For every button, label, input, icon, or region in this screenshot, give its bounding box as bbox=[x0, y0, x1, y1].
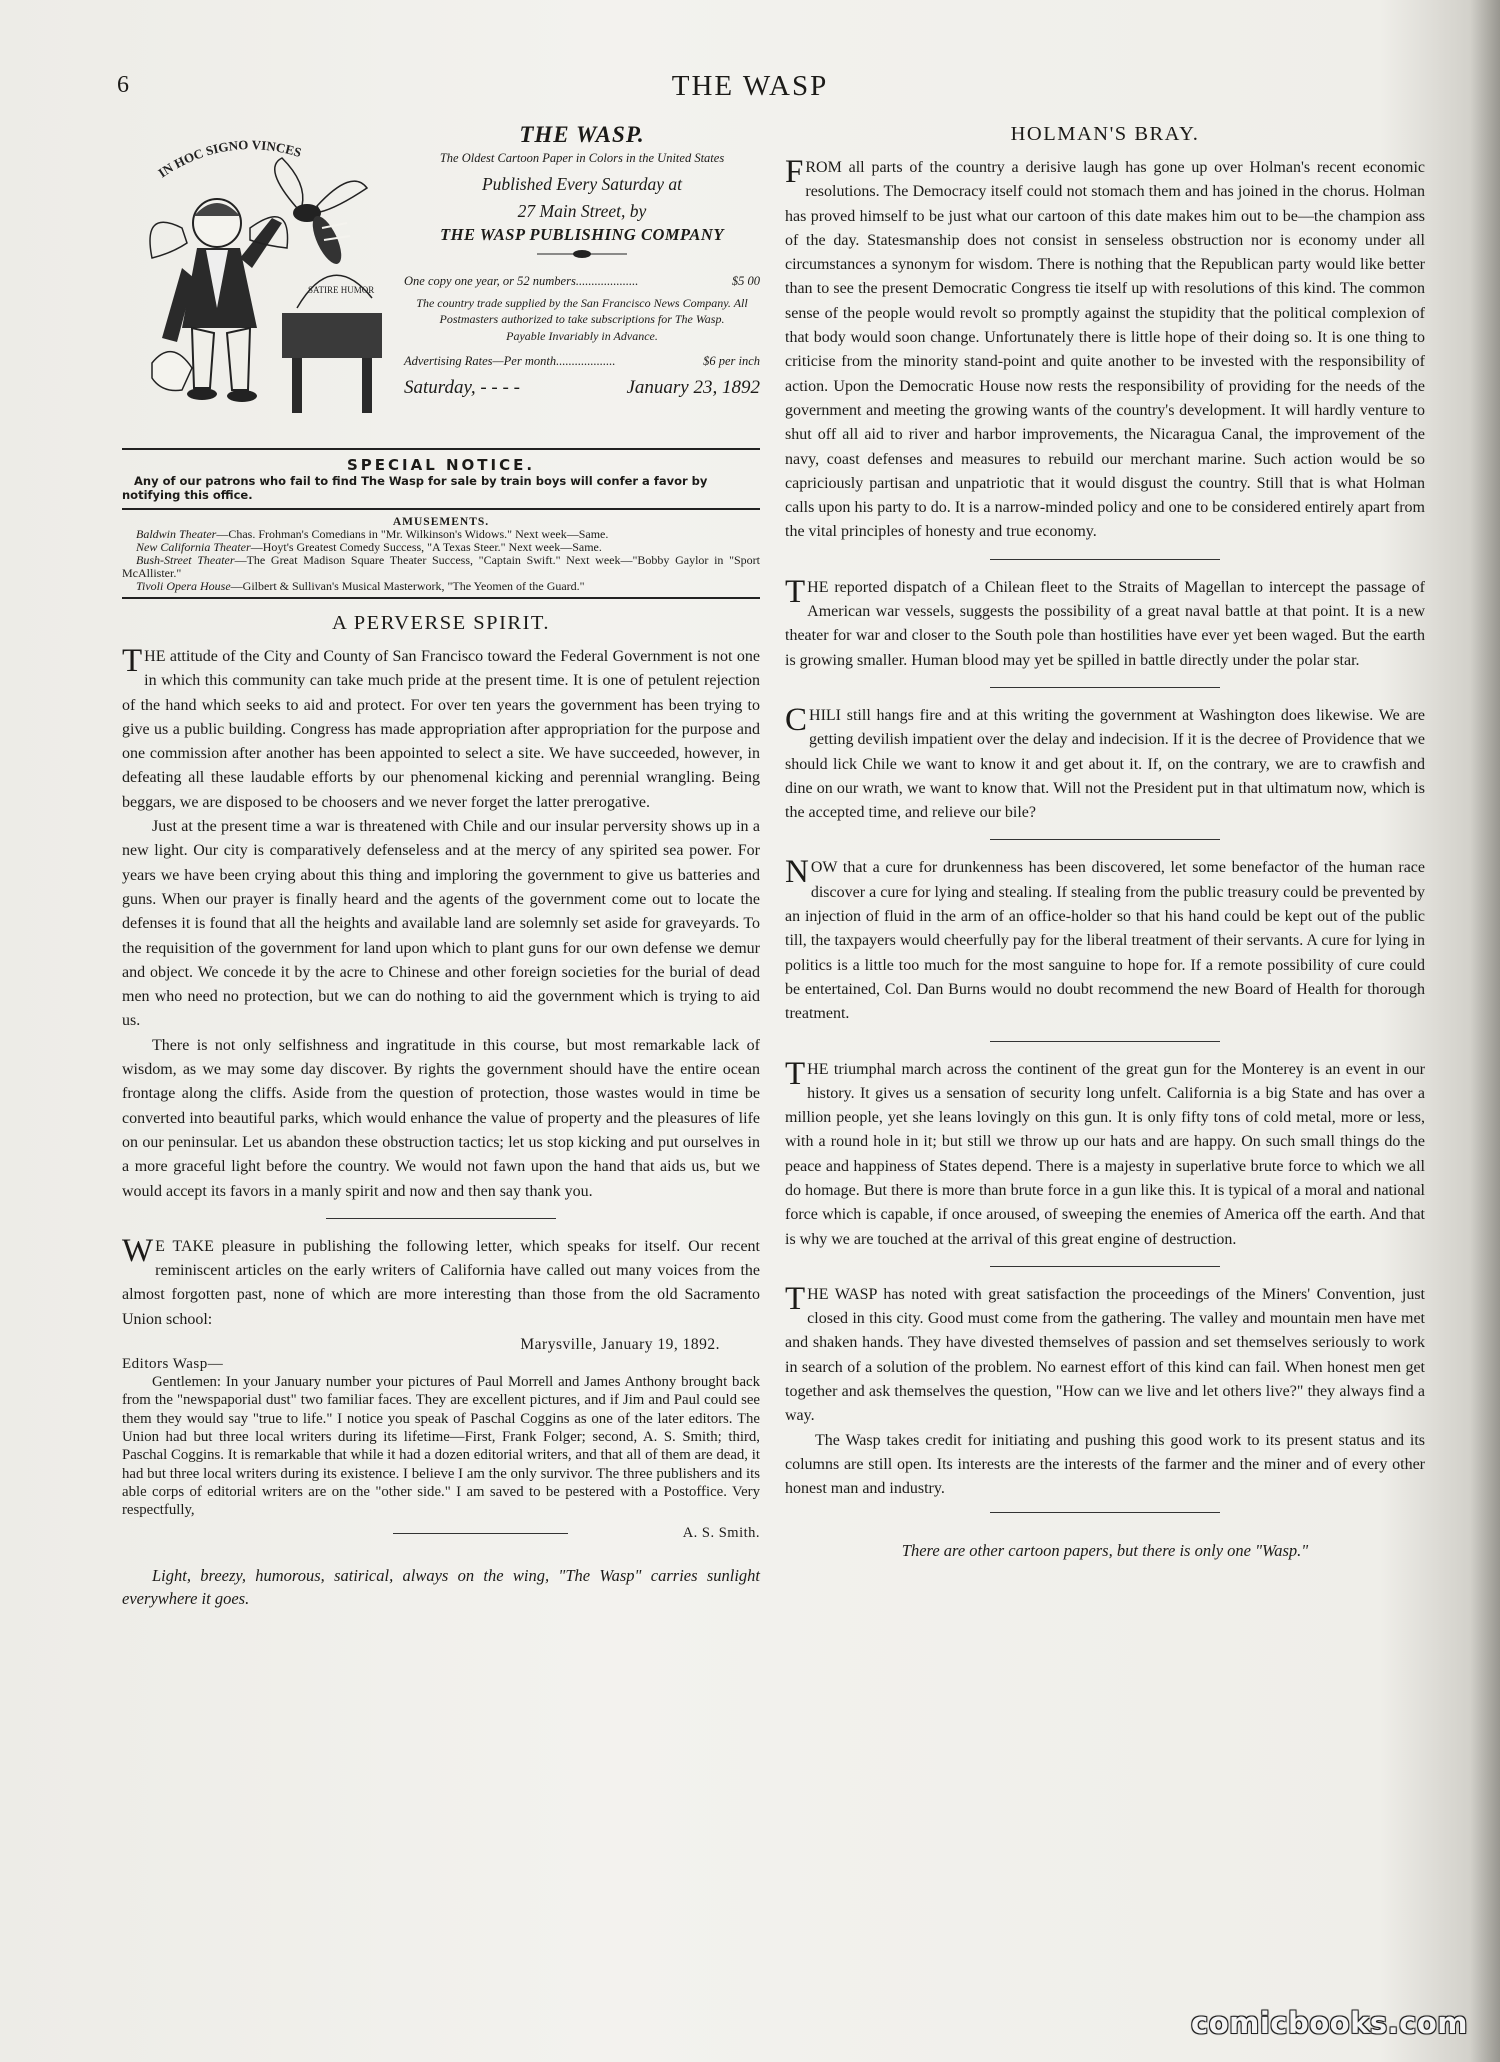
site-watermark: comicbooks.com bbox=[1191, 2006, 1468, 2040]
drop-cap: T bbox=[785, 1280, 806, 1317]
info-publish-line2: 27 Main Street, by bbox=[517, 201, 647, 221]
editorial-item: THE WASP has noted with great satisfaction the proceedings of the Miners' Convention, just closed in this city. Good must come from the gathering. The valley and mountain men have met and shaken hands. They have divested themselves of passion and set themselves seriously to work in search of a solution of the problem. No earnest effort of this kind can fail. When honest men get together and ask themselves the question, "How can we live and let others live?" they always find a way. bbox=[785, 1280, 1425, 1425]
ornament-divider-icon bbox=[537, 249, 627, 259]
amusement-item: Bush-Street Theater—The Great Madison Square Theater Success, "Captain Swift." Next week—"Bobby Gaylor in "Sport McAllister." bbox=[122, 553, 760, 580]
amusements-section bbox=[122, 516, 760, 599]
letter-body: Gentlemen: In your January number your pictures of Paul Morrell and James Anthony brought back from the "newspaporial dust" two familiar faces. They are excellent pictures, and if Jim and Paul could see them they would say "true to life." I notice you speak of Paschal Coggins as one of the later editors. The Union had but three local writers during its lifetime—First, Frank Folger; second, A. S. Smith; third, Paschal Coggins. It is remarkable that while it had a dozen editorial writers, and that all of them are dead, it had but three local writers during its existence. I believe I am the only survivor. The three publishers and its able corps of editorial writers are on the "other side." I am saved to be pestered with a Postoffice. Very respectfully, bbox=[122, 1374, 760, 1519]
divider bbox=[326, 1218, 556, 1219]
info-trade: The country trade supplied by the San Francisco News Company. All Postmasters authorized to take subscriptions for The Wasp. bbox=[416, 296, 748, 326]
article-paragraph: There is not only selfishness and ingratitude in this course, but most remarkable lack of wisdom, as we may some day discover. By rights the government should have the entire ocean frontage along the cliffs. Aside from the question of protection, those wastes would in time be converted into beautiful parks, which would enhance the value of property and the pleasures of life on our peninsular. Let us abandon these obstruction tactics; let us stop kicking and put ourselves in a more graceful light before the country. We would not fawn upon the hand that aids us, but we would accept its favors in a manly spirit and now and then say thank you. bbox=[122, 1036, 760, 1200]
amusements-title: AMUSEMENTS. bbox=[392, 516, 490, 528]
signature-rule bbox=[393, 1533, 568, 1534]
amusement-item: Tivoli Opera House—Gilbert & Sullivan's Musical Masterwork, "The Yeomen of the Guard." bbox=[136, 579, 585, 593]
info-company: THE WASP PUBLISHING COMPANY bbox=[440, 225, 724, 244]
drop-cap: C bbox=[785, 701, 808, 738]
right-tagline: There are other cartoon papers, but there is only one "Wasp." bbox=[901, 1540, 1309, 1560]
page-number: 6 bbox=[117, 72, 129, 98]
adv-label: Advertising Rates—Per month................... bbox=[404, 354, 616, 368]
drop-cap: F bbox=[785, 154, 804, 190]
wasp-credit-paragraph: The Wasp takes credit for initiating and pushing this good work to its present status and its columns are still open. Its interests are the interests of the farmer and the miner and of every other honest man and industry. bbox=[785, 1431, 1425, 1498]
publication-info-text bbox=[404, 120, 760, 399]
advertising-rate bbox=[404, 354, 760, 369]
divider bbox=[990, 687, 1220, 688]
article-title-perverse-spirit: A PERVERSE SPIRIT. bbox=[331, 612, 551, 634]
divider bbox=[990, 1041, 1220, 1042]
editorial-item: CHILI still hangs fire and at this writing the government at Washington does likewise. We are getting devilish impatient over the delay and indecision. If it is the decree of Providence that we should lick Chile we want to know it and get about it. If, on the contrary, we are to crawfish and dine on our wrath, we want to know that. Will not the President put in that ultimatum now, which is the accepted time, and relieve our bile? bbox=[785, 701, 1425, 822]
drop-cap: T bbox=[785, 1055, 806, 1092]
left-column bbox=[122, 120, 760, 1610]
info-title: THE WASP. bbox=[519, 122, 645, 147]
article-paragraph: Just at the present time a war is threatened with Chile and our insular perversity shows up in a new light. Our city is comparatively defenseless and at the mercy of any spirited sea power. For years we have been crying about this thing and imploring the government to give us batteries and guns. When our prayer is finally heard and the agents of the government come out to locate the defenses it is found that all the heights and available land are solemnly set aside for graveyards. To the requisition of the government for land upon which to plant guns for our own defense we demur and object. We concede it by the acre to Chinese and other foreign societies for the burial of dead men who need no protection, but we can do nothing to aid the government which is trying to aid us. bbox=[122, 818, 760, 1030]
emblem-motto: IN HOC SIGNO VINCES bbox=[155, 137, 304, 181]
wasp-emblem-illustration bbox=[122, 128, 400, 428]
letter-intro: W E TAKE pleasure in publishing the following letter, which speaks for itself. Our recent reminiscent articles on the early writers of California have called out many voices from the almost forgotten past, none of which are more interesting than those from the old Sacramento Union school: bbox=[122, 1232, 760, 1328]
left-tagline: Light, breezy, humorous, satirical, always on the wing, "The Wasp" carries sunlight everywhere it goes. bbox=[122, 1566, 760, 1609]
letter-salutation: Editors Wasp— bbox=[122, 1356, 224, 1373]
rate-value: $5 00 bbox=[731, 274, 760, 288]
emblem-banner: SATIRE HUMOR bbox=[308, 285, 375, 295]
divider bbox=[990, 839, 1220, 840]
article-paragraph: THE attitude of the City and County of San Francisco toward the Federal Government is not one in which this community can take much pride at the present time. It is one of petulent rejection of the hand which seeks to aid and protect. For over ten years the government has been trying to give us a public building. Congress has made appropriation after appropriation for the purpose and one commission after another has been appointed to select a site. We have succeeded, however, in defeating all these laudable efforts by our phenomenal kicking and perennial wrangling. Being beggars, we are disposed to be choosers and we never forget the latter prerogative. bbox=[122, 643, 760, 811]
article-paragraph: FROM all parts of the country a derisive laugh has gone up over Holman's recent economic resolutions. The Democracy itself could not stomach them and has joined in the chorus. Holman has proved himself to be just what our cartoon of this date makes him out to be—the champion ass of the day. Statesmanship does not consist in senseless obstruction nor is economy under all circumstances a synonym for wisdom. There is nothing that the Republican party would like better than to see the present Democratic Congress tie itself up with resolutions of this kind. The common sense of the people would revolt so promptly against the stupidity that the political complexion of that body would soon change. Unfortunately there is little hope of their doing so. It is one thing to criticise from the minority stand-point and quite another to be invested with the responsibility of action. Upon the Democratic House now rests the responsibility of providing for the needs of the government and meeting the growing wants of the country's development. It will hardly venture to shut off all aid to river and harbor improvements, the Nicaragua Canal, the improvement of the navy, coast defenses and measures to rebuild our merchant marine. Such action would be so capriciously partisan and unpatriotic that it would disgust the country. Still that is what Holman calls upon his party to do. It is a narrow-minded policy and one to be considered entirely apart from the vital principles of honesty and true economy. bbox=[785, 154, 1425, 541]
letter-signature: A. S. Smith. bbox=[682, 1525, 760, 1542]
editorial-item: THE triumphal march across the continent of the great gun for the Monterey is an event in our history. It gives us a sensation of security long unfelt. California is a big State and has over a million people, yet she leans lovingly on this gun. It is only fifty tons of cold metal, more or less, with a round hole in it; but still we throw up our hats and are happy. On such small things do the peace and happiness of States depend. There is a majesty in superlative brute force to which we all do homage. But there is more than brute force in a gun like this. It is typical of a moral and national force which is capable, if once aroused, of sweeping the enemies of America off the earth. And that is why we are touched at the arrival of this great engine of destruction. bbox=[785, 1055, 1425, 1248]
article-title-holmans-bray: HOLMAN'S BRAY. bbox=[1010, 123, 1200, 145]
divider bbox=[990, 559, 1220, 560]
editorial-item: THE reported dispatch of a Chilean fleet to the Straits of Magellan to intercept the passage of American war vessels, suggests the possibility of a great naval battle at that point. It is a new theater for war and closer to the South pole than hostilities have ever yet been waged. But the earth is growing smaller. Human blood may yet be spilled in battle directly under the polar star. bbox=[785, 573, 1425, 669]
rate-label: One copy one year, or 52 numbers.................... bbox=[404, 274, 639, 288]
drop-cap: T bbox=[785, 573, 806, 610]
info-subtitle: The Oldest Cartoon Paper in Colors in the United States bbox=[439, 151, 725, 165]
masthead: THE WASP bbox=[671, 70, 829, 102]
date-left: Saturday, - - - - bbox=[404, 377, 520, 398]
date-right: January 23, 1892 bbox=[626, 377, 760, 398]
letter-signature-row bbox=[122, 1525, 760, 1542]
drop-cap: W bbox=[122, 1232, 154, 1269]
info-payable: Payable Invariably in Advance. bbox=[506, 329, 658, 343]
adv-value: $6 per inch bbox=[703, 354, 760, 368]
publication-info-box bbox=[122, 120, 760, 450]
divider bbox=[990, 1266, 1220, 1267]
wasp-emblem-icon bbox=[122, 128, 400, 428]
special-notice-text: Any of our patrons who fail to find The Wasp for sale by train boys will confer a favor by notifying this office. bbox=[122, 474, 760, 510]
amusement-item: Baldwin Theater—Chas. Frohman's Comedians in "Mr. Wilkinson's Widows." Next week—Same. bbox=[136, 527, 609, 541]
drop-cap: N bbox=[785, 854, 809, 891]
editorial-item: NOW that a cure for drunkenness has been discovered, let some benefactor of the human race discover a cure for lying and stealing. If stealing from the public treasury could be prevented by an injection of fluid in the arm of an office-holder so that his hand could be kept out of the public till, the taxpayers would cheerfully pay for the liberal treatment of their servants. A cure for lying in politics is a little too much for the most sanguine to hope for. If a remote possibility of cure could be entertained, Col. Dan Burns would no doubt recommend the new Board of Health for thorough treatment. bbox=[785, 854, 1425, 1023]
page-spine-shadow bbox=[1470, 0, 1500, 2062]
divider bbox=[990, 1512, 1220, 1513]
subscription-rate bbox=[404, 274, 760, 289]
drop-cap: T bbox=[122, 643, 143, 679]
amusement-item: New California Theater—Hoyt's Greatest Comedy Success, "A Texas Steer." Next week—Same. bbox=[136, 540, 602, 554]
issue-date bbox=[404, 377, 760, 399]
letter-dateline: Marysville, January 19, 1892. bbox=[520, 1336, 720, 1354]
special-notice-title: SPECIAL NOTICE. bbox=[346, 456, 536, 474]
right-column bbox=[785, 120, 1425, 1561]
info-publish-line1: Published Every Saturday at bbox=[481, 174, 683, 194]
